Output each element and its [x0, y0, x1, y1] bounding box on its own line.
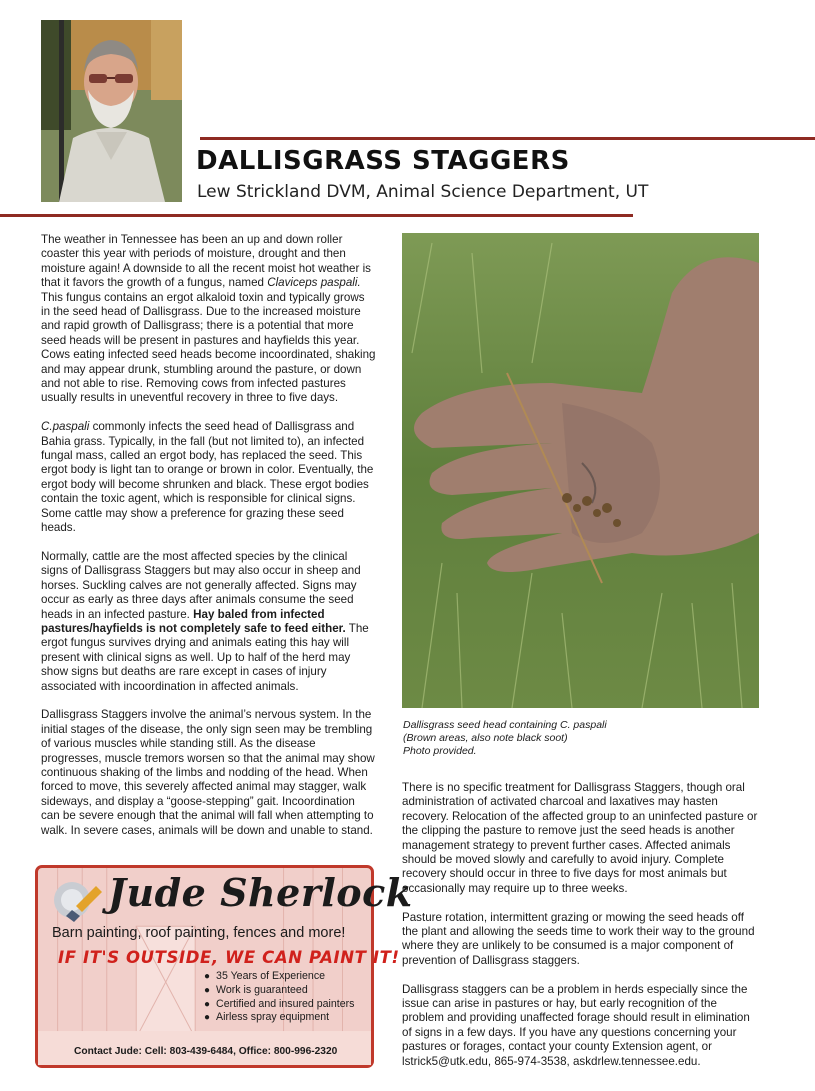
photo-caption: Dallisgrass seed head containing C. paspali (Brown areas, also note black soot) Photo provided.	[403, 719, 607, 757]
right-column	[402, 781, 758, 1083]
ad-bullet: ● Certified and insured painters	[204, 998, 354, 1012]
ad-bullet: ● 35 Years of Experience	[204, 970, 354, 984]
paragraph-4: Dallisgrass Staggers involve the animal’s nervous system. In the initial stages of the disease, the only sign seen may be trembling of various muscles while standing still. As the disease progresses, muscle tremors worsen so that the animal may show continuous shaking of the limbs and nodding of the head. When forced to move, this severely affected animal may stagger, walk sideways, and display a “goose-stepping” gait. Incoordination can be severe enough that the animal will fall when attempting to walk. In severe cases, animals will be down and unable to stand.	[41, 708, 375, 837]
painter-advertisement	[35, 865, 413, 1068]
ad-business-name: Jude Sherlock	[108, 870, 413, 915]
paragraph-7: Dallisgrass staggers can be a problem in herds especially since the issue can arise in pastures or hay, but early recognition of the problem and providing unaffected forage should result in elimination of signs in a few days. If you have any questions concerning your pastures or forages, contact your county Extension agent, or lstrick5@utk.edu, 865-974-3538, askdrlew.tennessee.edu.	[402, 982, 750, 1068]
ad-bullet-list	[204, 970, 354, 1025]
seed-head-photo	[402, 233, 759, 708]
author-photo	[41, 20, 182, 202]
ad-contact: Contact Jude: Cell: 803-439-6484, Office: 800-996-2320	[74, 1046, 338, 1057]
left-column	[41, 233, 376, 852]
article-title: DALLISGRASS STAGGERS	[196, 146, 570, 176]
ad-slogan: IF IT'S OUTSIDE, WE CAN PAINT IT!	[58, 948, 400, 967]
ad-bullet: ● Airless spray equipment	[204, 1011, 354, 1025]
paragraph-1: The weather in Tennessee has been an up and down roller coaster this year with periods of moisture, drought and then moisture again! A downside to all the recent moist hot weather is that it favors the growth of a fungus, named Claviceps paspali. This fungus contains an ergot alkaloid toxin and typically grows in the seed head of Dallisgrass. Due to the increased moisture and rapid growth of Dallisgrass; there is a potential that more seed heads will be present in pastures and hayfields this year. Cows eating infected seed heads become incoordinated, shaking and may appear drunk, stumbling around the pasture, or down and not able to rise. Removing cows from infected pastures usually results in uneventful recovery in three to five days.	[41, 233, 376, 405]
paint-brush-icon	[52, 876, 104, 926]
paragraph-6: Pasture rotation, intermittent grazing or mowing the seed heads off the plant and allowing the seeds time to work their way to the ground where they are unlikely to be consumed is a major component of prevention of Dallisgrass staggers.	[402, 910, 755, 967]
article-byline: Lew Strickland DVM, Animal Science Department, UT	[197, 182, 649, 202]
header-rule-top	[200, 137, 815, 140]
paragraph-2: C.paspali commonly infects the seed head of Dallisgrass and Bahia grass. Typically, in the fall (but not limited to), an infected fungal mass, called an ergot body, has replaced the seed. This ergot body is light tan to orange or brown in color. Eventually, the ergot body will become shrunken and black. These ergot bodies contain the toxic agent, which is responsible for clinical signs. Some cattle may show a preference for grazing these seed heads.	[41, 420, 374, 535]
paragraph-5: There is no specific treatment for Dallisgrass Staggers, though oral administration of activated charcoal and laxatives may hasten recovery. Relocation of the affected group to an uninfected pasture or the clipping the pasture to remove just the seed heads is another management strategy to prevent further cases. Affected animals should be moved slowly and carefully to avoid injury. Complete recovery should occur in three to five days for most animals but occasionally may require up to three weeks.	[402, 781, 758, 895]
ad-services: Barn painting, roof painting, fences and more!	[52, 925, 346, 941]
ad-bullet: ● Work is guaranteed	[204, 984, 354, 998]
paragraph-3: Normally, cattle are the most affected species by the clinical signs of Dallisgrass Staggers but may also occur in sheep and horses. Suckling calves are not generally affected. Signs may occur as early as three days after animals consume the seed heads in an infected pasture. Hay baled from infected pastures/hayfields is not completely safe to feed either. The ergot fungus survives drying and animals eating this hay will present with clinical signs as well. Up to half of the herd may show signs but deaths are rare except in cases of injury associated with incoordination in affected animals.	[41, 549, 369, 693]
header-rule-bottom	[0, 214, 633, 217]
